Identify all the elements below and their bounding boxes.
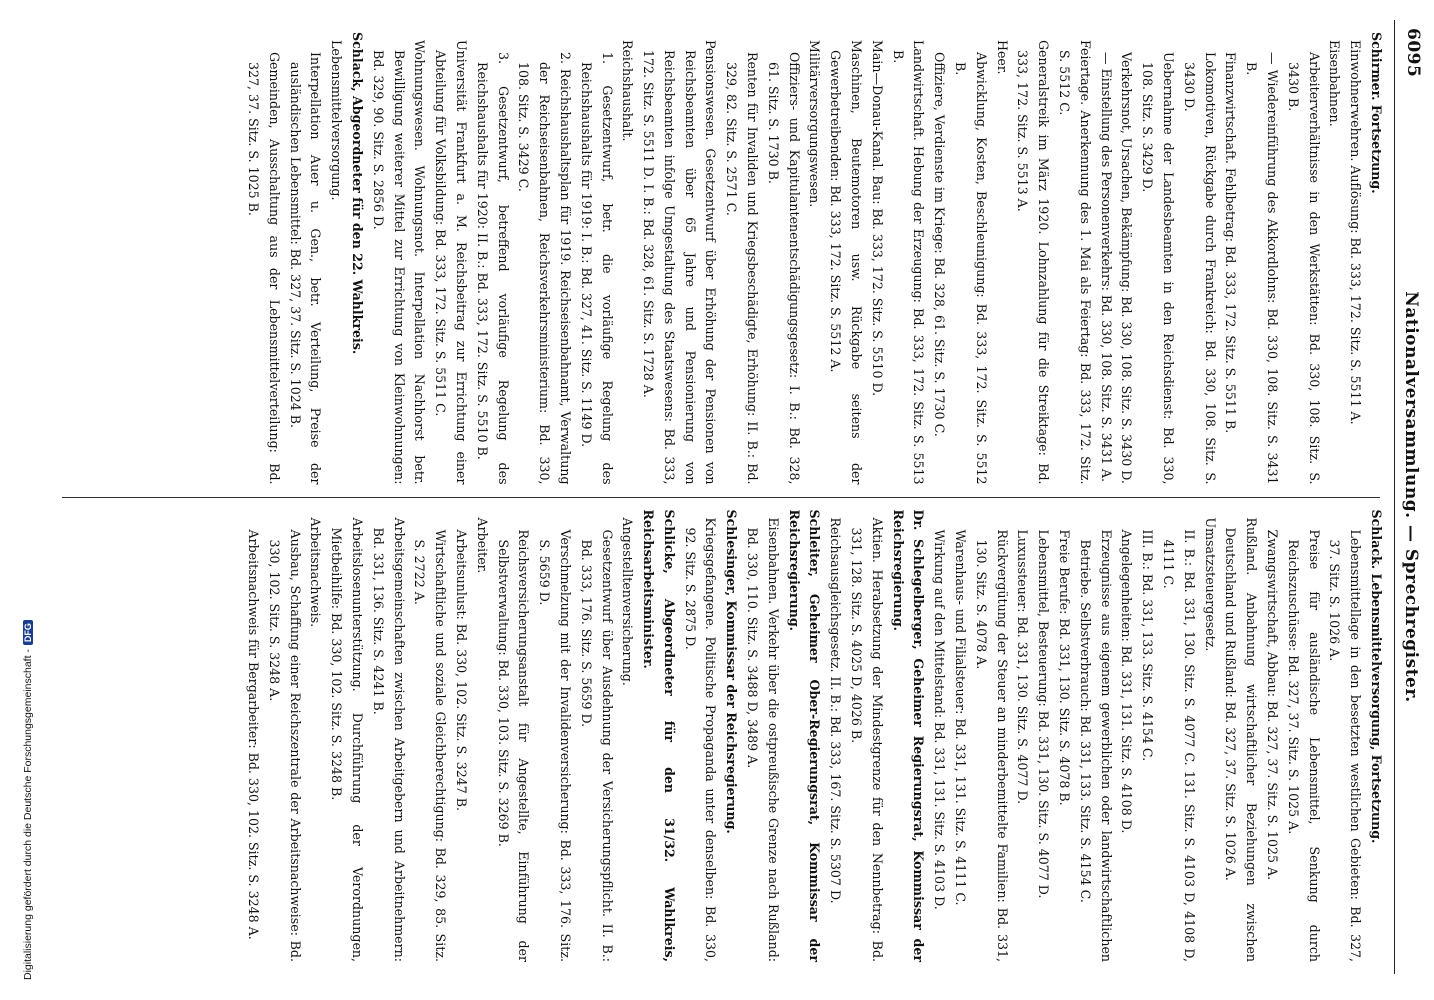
register-entry: Verkehrsnot, Ursachen, Bekämpfung: Bd. 330, 108. Sitz. S. 3430 D.: [1119, 52, 1135, 484]
register-entry: Rückvergütung der Steuer an minderbemittelte Familien: Bd. 331, 130. Sitz. S. 4078 A.: [973, 529, 1010, 963]
register-entry: Offiziere, Verdienste im Kriege: Bd. 328, 61. Sitz. S. 1730 C.: [932, 52, 948, 437]
register-entry: Maschinen, Beutemotoren usw. Rückgabe seitens der Gewerbetreibenden: Bd. 333, 172. Sitz. S. 5512 A.: [828, 40, 865, 485]
register-entry: Gesetzentwurf über Ausdehnung der Versicherungspflicht. II. B.: Bd. 333, 176. Sitz. S. 5659 D.: [578, 529, 615, 963]
register-columns: [56, 20, 1386, 974]
register-entry-heading: Schleiter, Geheimer Ober-Regierungsrat, Kommissar der Reichsregierung.: [786, 509, 823, 963]
register-entry: Reichsausgleichsgesetz. II. B.: Bd. 333, 167. Sitz. S. 5307 D.: [828, 517, 844, 904]
register-entry: Umsatzsteuergesetz.: [1202, 517, 1218, 652]
register-entry: Arbeitslosenunterstützung. Durchführung der Verordnungen, Mietbeihilfe: Bd. 330, 102. Sitz. S. 3248 B.: [329, 517, 365, 963]
register-entry: Uebernahme der Landesbeamten in den Reichsdienst: Bd. 330, 108. Sitz. S. 3429 D.: [1140, 52, 1177, 485]
register-entry: Rußland. Anbahnung wirtschaftlicher Beziehungen zwischen Deutschland und Rußland: Bd. 327, 37. Sitz. S. 1026 A.: [1223, 517, 1260, 963]
register-entry: Freie Berufe: Bd. 331, 130. Sitz. S. 4078 B.: [1057, 529, 1073, 806]
register-entry-heading: Schlack, Abgeordneter für den 22. Wahlkreis.: [349, 32, 365, 355]
digitization-note: [2, 0, 34, 990]
register-entry: Kriegsgefangene. Politische Propaganda unter denselben: Bd. 330, 92. Sitz. S. 2875 D.: [682, 517, 719, 963]
register-entry: Ausbau, Schaffung einer Reichszentrale der Arbeitsnachweise: Bd. 330, 102. Sitz. S. 3248 A.: [266, 529, 303, 963]
register-entry: Erzeugnisse aus eigenem gewerblichen oder landwirtschaftlichen Betriebe. Selbstverbrauch: Bd. 331, 133. Sitz. S. 4154 C.: [1077, 529, 1114, 963]
register-entry-heading: Schirmer. Fortsetzung.: [1369, 32, 1384, 194]
register-entry: Verschmelzung mit der Invalidenversicherung: Bd. 333, 176. Sitz. S. 5659 D.: [537, 529, 573, 963]
page-canvas: [30, 0, 1434, 1000]
page-title: Nationalversammlung. — Sprechregister.: [1401, 291, 1421, 703]
register-entry: Eisenbahnen. Verkehr über die ostpreußische Grenze nach Rußland: Bd. 330, 110. Sitz. S. 3488 D, 3489 A.: [745, 517, 781, 963]
register-entry: Eisenbahnen.: [1327, 40, 1343, 127]
register-entry: 3. Gesetzentwurf, betreffend vorläufige Regelung des Reichshaushalts für 1920: II. B.: Bd. 333, 172. Sitz. S. 5510 B.: [474, 52, 511, 485]
register-entry: Zwangswirtschaft, Abbau: Bd. 327, 37. Sitz. S. 1025 A.: [1265, 529, 1281, 881]
page-number: 6095: [1403, 28, 1423, 78]
register-entry: Reichshaushalt.: [620, 40, 636, 142]
register-entry: Luxussteuer: Bd. 331, 130. Sitz. S. 4077 D.: [1015, 529, 1031, 805]
register-entry: Warenhaus- und Filialsteuer: Bd. 331, 131. Sitz. S. 4111 C.: [953, 529, 969, 906]
register-entry: Feiertage. Anerkennung des 1. Mai als Feiertag: Bd. 333, 172. Sitz. S. 5512 C.: [1057, 40, 1093, 485]
register-entry: 2. Reichshaushaltsplan für 1919. Reichseisenbahnamt, Verwaltung der Reichseisenbahnen, Reichsverkehrsministerium: Bd. 330, 108. Sitz. S. 3429 C.: [516, 52, 573, 485]
register-entry: Gemeinden, Ausschaltung aus der Lebensmittelverteilung: Bd. 327, 37. Sitz. S. 1025 B.: [245, 52, 282, 485]
page-header: [1394, 20, 1427, 974]
register-entry: Arbeiterverhältnisse in den Werkstätten: Bd. 330, 108. Sitz. S. 3430 B.: [1285, 52, 1322, 485]
register-entry: Reichsversicherungsanstalt für Angestellte, Einführung der Selbstverwaltung: Bd. 330, 103. Sitz. S. 3269 B.: [495, 529, 532, 963]
register-entry: Wirtschaftliche und soziale Gleichberechtigung: Bd. 329, 85. Sitz. S. 2722 A.: [412, 529, 449, 963]
register-entry: Einwohnerwehren. Auflösung: Bd. 333, 172. Sitz. S. 5511 A.: [1348, 40, 1364, 425]
register-entry: Wohnungswesen. Wohnungsnot. Interpellation Nachhorst betr. Bewilligung weiterer Mittel zur Errichtung von Kleinwohnungen: Bd. 329, 90. Sitz. S. 2856 D.: [370, 40, 428, 485]
register-entry: III. B.: Bd. 331, 133. Sitz. S. 4154 C.: [1140, 529, 1156, 762]
register-entry: Lebensmittellage in den besetzten westlichen Gebieten: Bd. 327, 37. Sitz. S. 1026 A.: [1327, 529, 1364, 963]
register-entry: Lokomotiven, Rückgabe durch Frankreich: Bd. 330, 108. Sitz. S. 3430 D.: [1181, 52, 1218, 485]
digitization-note-text: Digitalisierung gefördert durch die Deutsche Forschungsgemeinschaft -: [22, 649, 34, 980]
register-column-left: [56, 497, 1386, 974]
register-entry: Arbeiter.: [474, 517, 490, 574]
rotated-page: [47, 12, 1427, 982]
register-entry: Preise für ausländische Lebensmittel, Senkung durch Reichszuschüsse: Bd. 327, 37. Sitz. S. 1025 A.: [1285, 529, 1322, 963]
register-entry: Wirkung auf den Mittelstand: Bd. 331, 131. Sitz. S. 4103 D.: [932, 529, 948, 910]
register-entry: Universität Frankfurt a. M. Reichsbeitrag zur Errichtung einer Abteilung für Volksbildung: Bd. 333, 172. Sitz. S. 5511 C.: [433, 40, 469, 485]
register-entry: Arbeitsnachweis.: [308, 517, 324, 628]
dfg-logo: DFG: [23, 620, 33, 645]
register-entry: II. B.: Bd. 331, 130. Sitz. S. 4077 C. 131. Sitz. S. 4103 D, 4108 D, 4111 C.: [1161, 529, 1197, 963]
register-entry: Aktien. Herabsetzung der Mindestgrenze für den Nennbetrag: Bd. 331, 128. Sitz. S. 4025 D, 4026 B.: [849, 517, 885, 963]
register-entry: Lebensmittelversorgung.: [329, 40, 345, 201]
register-entry: Interpellation Auer u. Gen., betr. Verteilung, Preise der ausländischen Lebensmittel: Bd. 327, 37. Sitz. S. 1024 B.: [287, 52, 324, 485]
register-entry-heading: Schlack. Lebensmittelversorgung, Fortsetzung.: [1369, 509, 1384, 844]
register-entry: Heer.: [994, 40, 1010, 75]
register-entry-heading: Schlesinger, Kommissar der Reichsregierung.: [724, 509, 740, 834]
register-entry: Arbeitsunlust: Bd. 330, 102. Sitz. S. 3247 B.: [453, 529, 469, 812]
register-entry: Militärversorgungswesen.: [807, 40, 823, 208]
register-entry: 1. Gesetzentwurf, betr. die vorläufige Regelung des Reichshaushalts für 1919: I. B.: Bd. 327, 41. Sitz. S. 1149 D.: [578, 52, 615, 485]
register-entry: Abwicklung, Kosten, Beschleunigung: Bd. 333, 172. Sitz. S. 5512 B.: [953, 52, 989, 485]
register-entry: Generalstreik im März 1920. Lohnzahlung für die Streiktage: Bd. 333, 172. Sitz. S. 5513 A.: [1015, 40, 1052, 485]
register-entry: — Einstellung des Personenverkehrs: Bd. 330, 108. Sitz. S. 3431 A.: [1098, 52, 1114, 482]
register-entry: — Wiedereinführung des Akkordlohns: Bd. 330, 108. Sitz. S. 3431 B.: [1244, 52, 1281, 485]
register-entry: Pensionswesen. Gesetzentwurf über Erhöhung der Pensionen von Reichsbeamten über 65 Jahre und Pensionierung von Reichsbeamten infolge Umgestaltung des Staatswesens: Bd. 333, 172. Sitz. S. 5511 D. I. B.: Bd. 328, 61. Sitz. S. 1728 A.: [641, 40, 719, 485]
register-entry: Arbeitsnachweis für Bergarbeiter: Bd. 330, 102. Sitz. S. 3248 A.: [245, 529, 261, 940]
register-entry: Lebensmittel, Besteuerung: Bd. 331, 130. Sitz. S. 4077 D.: [1036, 529, 1052, 899]
register-entry: Arbeitsgemeinschaften zwischen Arbeitgebern und Arbeitnehmern: Bd. 331, 136. Sitz. S. 4241 B.: [370, 517, 407, 963]
register-entry: Angelegenheiten: Bd. 331, 131. Sitz. S. 4108 D.: [1119, 529, 1135, 834]
register-entry: Main—Donau-Kanal. Bau: Bd. 333, 172. Sitz. S. 5510 D.: [869, 40, 885, 397]
register-entry: Landwirtschaft. Hebung der Erzeugung: Bd. 333, 172. Sitz. S. 5513 B.: [890, 40, 927, 485]
register-entry-heading: Schlicke, Abgeordneter für den 31/32. Wahlkreis, Reichsarbeitsminister.: [641, 509, 677, 963]
register-entry: Renten für Invaliden und Kriegsbeschädigte, Erhöhung: II. B.: Bd. 329, 82. Sitz. S. 2571 C.: [724, 52, 761, 485]
register-column-right: [56, 20, 1386, 497]
register-entry: Finanzwirtschaft. Fehlbetrag: Bd. 333, 172. Sitz. S. 5511 B.: [1223, 52, 1239, 434]
register-entry: Angestelltenversicherung.: [620, 517, 636, 686]
register-entry: Offiziers- und Kapitulantenentschädigungsgesetz: I. B.: Bd. 328, 61. Sitz. S. 1730 B.: [765, 52, 802, 485]
register-entry-heading: Dr. Schlegelberger, Geheimer Regierungsrat, Kommissar der Reichsregierung.: [890, 509, 927, 963]
